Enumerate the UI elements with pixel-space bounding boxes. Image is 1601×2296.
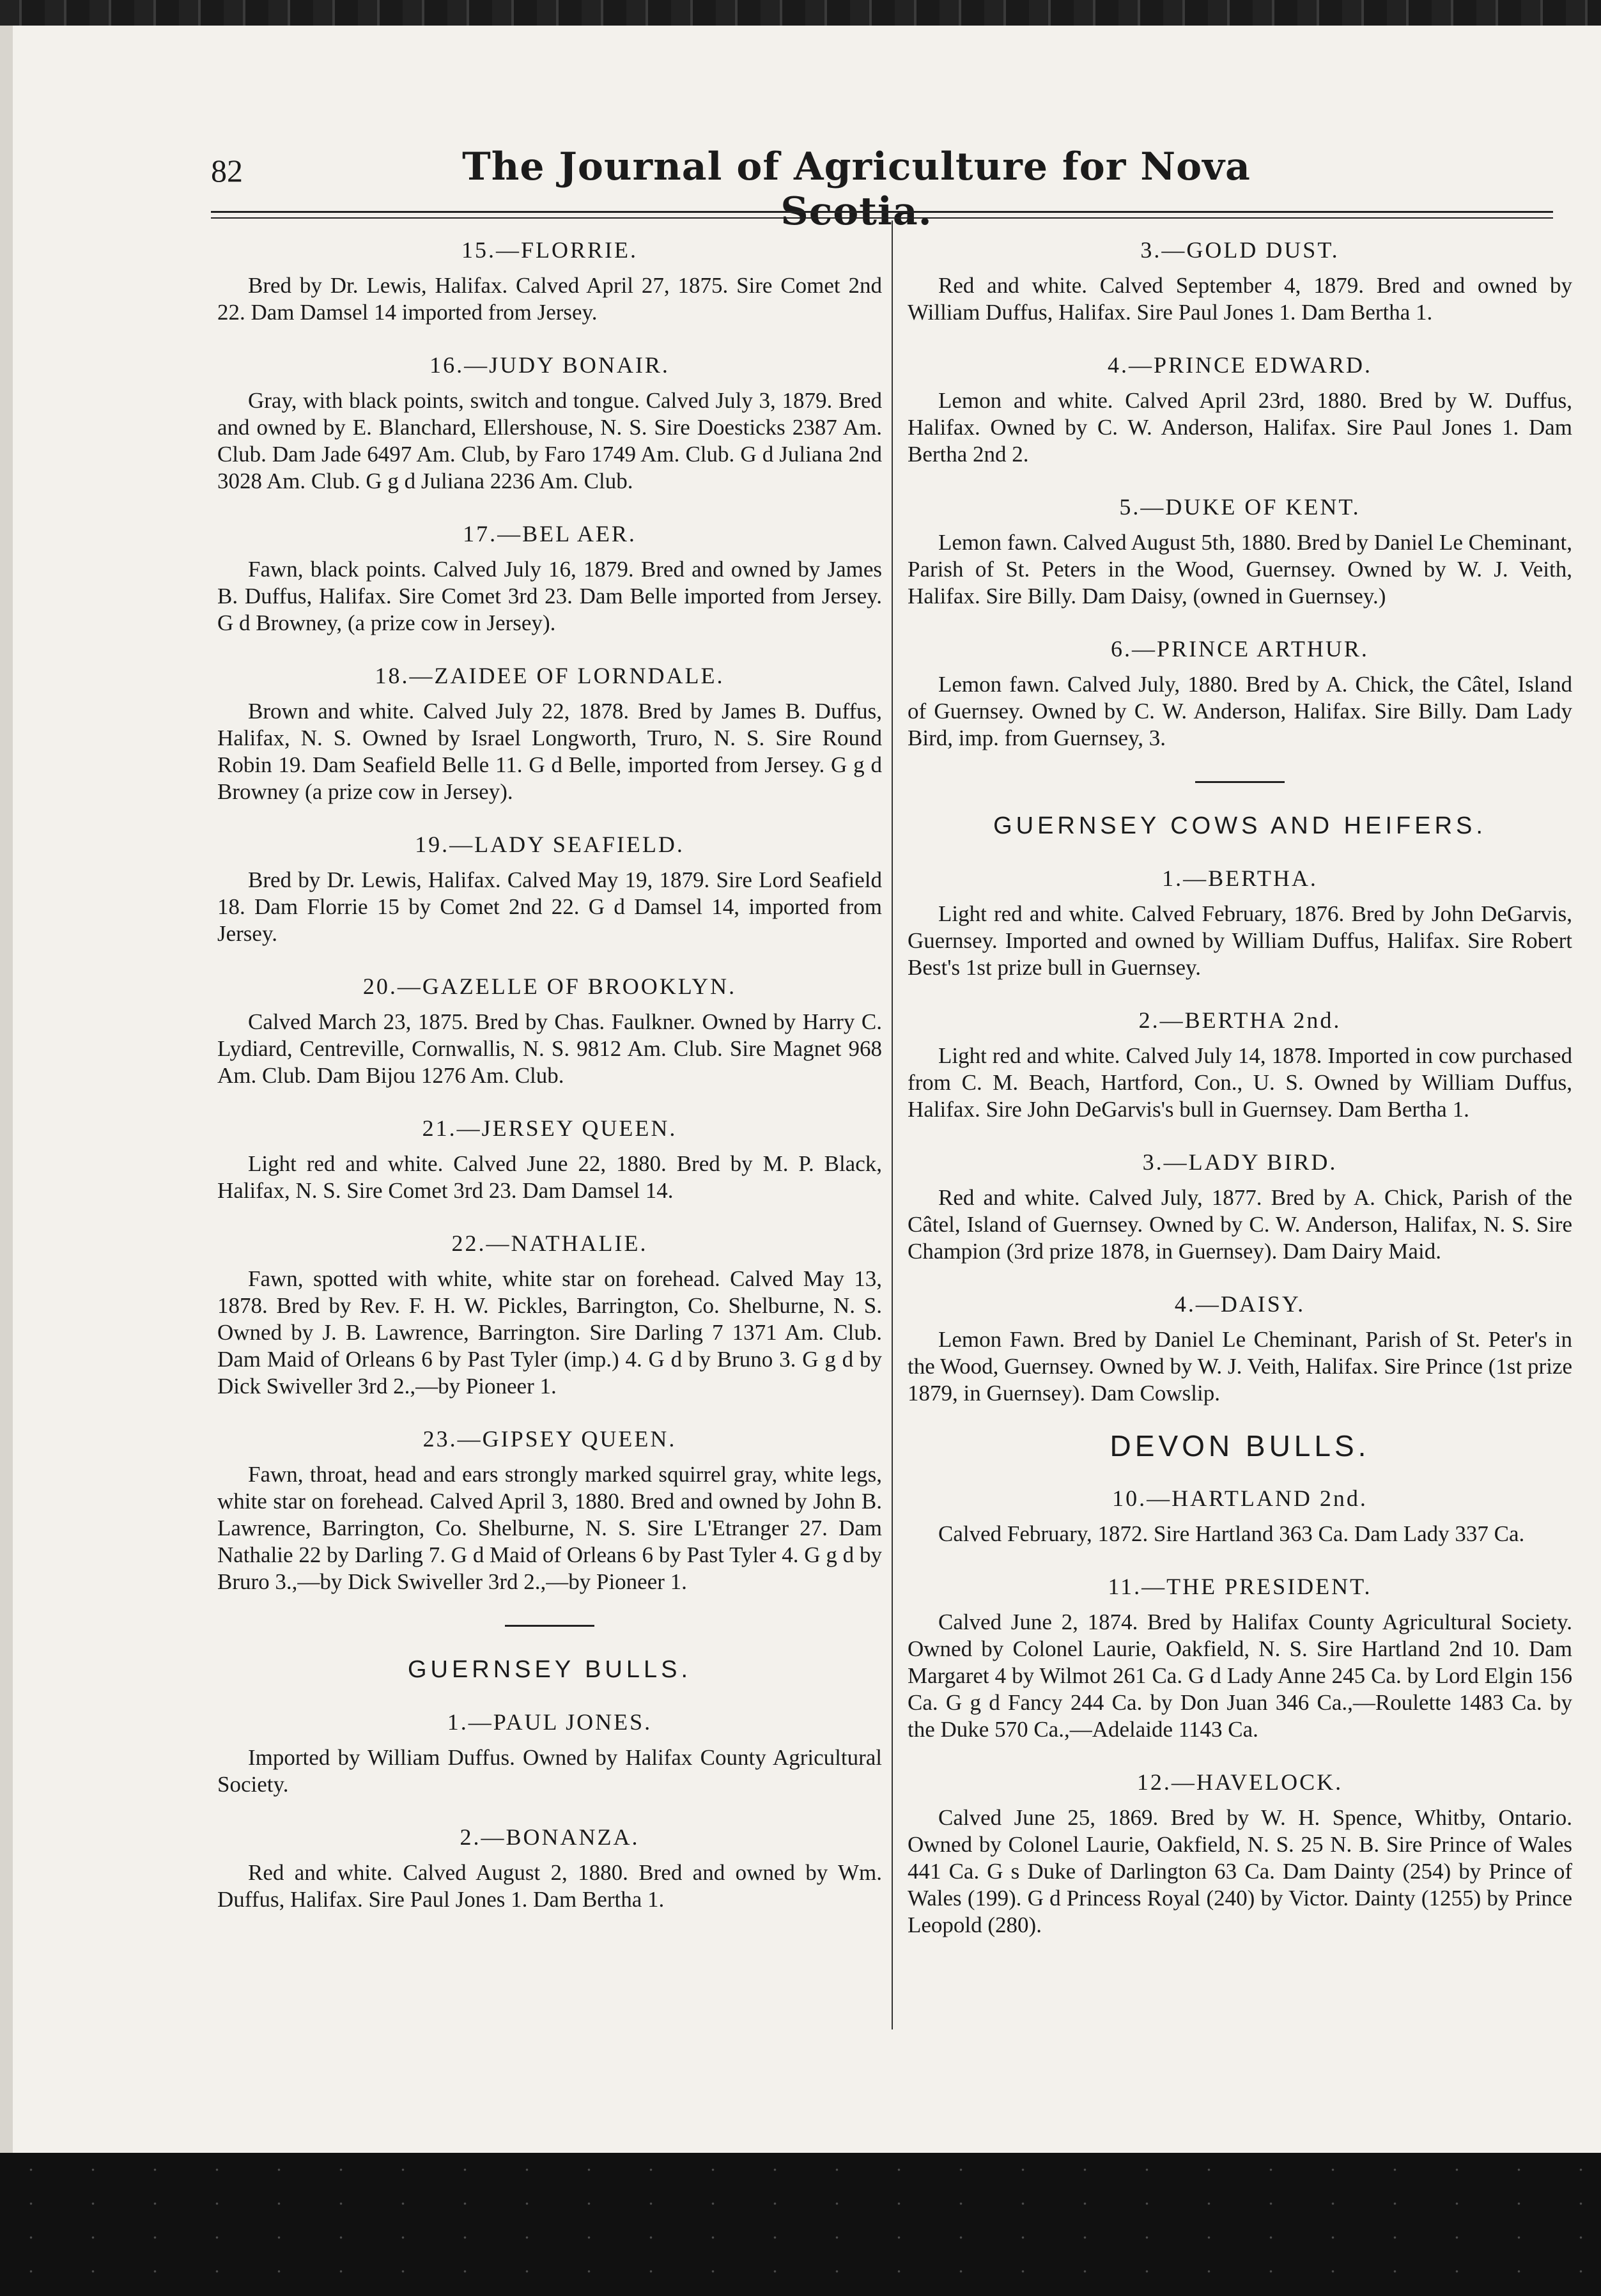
- entry-17: [217, 520, 882, 637]
- entry-text: Bred by Dr. Lewis, Halifax. Calved May 19, 1879. Sire Lord Seafield 18. Dam Florrie 15 by Comet 2nd 22. G d Damsel 14, imported from Jersey.: [217, 867, 882, 946]
- entry-title: 15.—FLORRIE.: [461, 237, 638, 263]
- entry-text: Red and white. Calved September 4, 1879. Bred and owned by William Duffus, Halifax. Sire Paul Jones 1. Dam Bertha 1.: [908, 273, 1572, 325]
- entry-text: Bred by Dr. Lewis, Halifax. Calved April 27, 1875. Sire Comet 2nd 22. Dam Damsel 14 imported from Jersey.: [217, 273, 882, 325]
- entry-text: Fawn, spotted with white, white star on forehead. Calved May 13, 1878. Bred by Rev. F. H. W. Pickles, Barrington, Co. Shelburne, N. S. Owned by J. B. Lawrence, Barrington. Sire Darling 7 1371 Am. Club. Dam Maid of Orleans 6 by Past Tyler (imp.) 4. G d by Bruno 3. G g d by Dick Swiveller 3rd 2.,—by Pioneer 1.: [217, 1266, 882, 1399]
- entry-text: Lemon Fawn. Bred by Daniel Le Cheminant, Parish of St. Peter's in the Wood, Guernsey. Owned by W. J. Veith, Halifax. Sire Prince (1st prize 1879, in Guernsey). Dam Cowslip.: [908, 1327, 1572, 1406]
- entry-paul-jones: [217, 1709, 882, 1798]
- entry-title: 2.—BERTHA 2nd.: [1138, 1007, 1342, 1033]
- entry-text: Light red and white. Calved February, 1876. Bred by John DeGarvis, Guernsey. Imported and owned by William Duffus, Halifax. Sire Robert Best's 1st prize bull in Guernsey.: [908, 901, 1572, 980]
- entry-title: 4.—DAISY.: [1174, 1291, 1306, 1317]
- entry-prince-arthur: [908, 635, 1572, 752]
- entry-title: 17.—BEL AER.: [463, 521, 637, 547]
- entry-text: Red and white. Calved August 2, 1880. Bred and owned by Wm. Duffus, Halifax. Sire Paul Jones 1. Dam Bertha 1.: [217, 1860, 882, 1912]
- entry-text: Calved June 25, 1869. Bred by W. H. Spence, Whitby, Ontario. Owned by Colonel Laurie, Oakfield, N. S. 25 N. B. Sire Prince of Wales 441 Ca. G s Duke of Darlington 63 Ca. Dam Dainty (254) by Prince of Wales (199). G d Princess Royal (240) by Victor. Dainty (1255) by Prince Leopold (280).: [908, 1805, 1572, 1937]
- running-head: The Journal of Agriculture for Nova Scotia.: [462, 144, 1251, 234]
- entry-text: Fawn, throat, head and ears strongly marked squirrel gray, white legs, white star on forehead. Calved April 3, 1880. Bred and owned by John B. Lawrence, Barrington, Co. Shelburne, N. S. Sire L'Etranger 27. Dam Nathalie 22 by Darling 7. G d Maid of Orleans 6 by Past Tyler 4. G g d by Bruro 3.,—by Dick Swiveller 3rd 2.,—by Pioneer 1.: [217, 1462, 882, 1594]
- entry-title: 3.—GOLD DUST.: [1140, 237, 1340, 263]
- scan-noise: [0, 2153, 1601, 2296]
- entry-text: Light red and white. Calved July 14, 1878. Imported in cow purchased from C. M. Beach, Hartford, Con., U. S. Owned by William Duffus, Halifax. Sire John DeGarvis's bull in Guernsey. Dam Bertha 1.: [908, 1043, 1572, 1122]
- entry-text: Lemon fawn. Calved August 5th, 1880. Bred by Daniel Le Cheminant, Parish of St. Peters in the Wood, Guernsey. Owned by W. J. Veith, Halifax. Sire Billy. Dam Daisy, (owned in Guernsey.): [908, 530, 1572, 609]
- entry-title: 1.—BERTHA.: [1162, 865, 1318, 891]
- entry-title: 16.—JUDY BONAIR.: [429, 352, 670, 378]
- entry-21: [217, 1115, 882, 1204]
- entry-text: Calved June 2, 1874. Bred by Halifax County Agricultural Society. Owned by Colonel Laurie, Oakfield, N. S. Sire Hartland 2nd 10. Dam Margaret 4 by Wilmot 261 Ca. G d Lady Anne 245 Ca. by Lord Elgin 156 Ca. G g d Fancy 244 Ca. by Don Juan 346 Ca.,—Roulette 1483 Ca. by the Duke 570 Ca.,—Adelaide 1143 Ca.: [908, 1610, 1572, 1742]
- entry-19: [217, 831, 882, 947]
- entry-title: 18.—ZAIDEE OF LORNDALE.: [375, 663, 725, 688]
- entry-title: 11.—THE PRESIDENT.: [1108, 1574, 1372, 1599]
- entry-daisy: [908, 1291, 1572, 1407]
- section-heading-guernsey-cows: GUERNSEY COWS AND HEIFERS.: [993, 812, 1487, 839]
- entry-gold-dust: [908, 237, 1572, 326]
- entry-text: Red and white. Calved July, 1877. Bred by A. Chick, Parish of the Câtel, Island of Guernsey. Owned by C. W. Anderson, Halifax, N. S. Sire Champion (3rd prize 1878, in Guernsey). Dam Dairy Maid.: [908, 1185, 1572, 1264]
- entry-title: 6.—PRINCE ARTHUR.: [1111, 636, 1369, 662]
- entry-havelock: [908, 1769, 1572, 1939]
- entry-title: 4.—PRINCE EDWARD.: [1107, 352, 1372, 378]
- entry-text: Imported by William Duffus. Owned by Halifax County Agricultural Society.: [217, 1745, 882, 1797]
- entry-title: 2.—BONANZA.: [460, 1824, 640, 1850]
- entry-lady-bird: [908, 1149, 1572, 1265]
- column-divider: [892, 221, 893, 2029]
- entry-16: [217, 352, 882, 495]
- entry-20: [217, 973, 882, 1089]
- entry-title: 21.—JERSEY QUEEN.: [422, 1115, 677, 1141]
- entry-22: [217, 1230, 882, 1400]
- header-rule: [211, 211, 1553, 213]
- entry-text: Lemon and white. Calved April 23rd, 1880. Bred by W. Duffus, Halifax. Owned by C. W. Anderson, Halifax. Sire Paul Jones 1. Dam Bertha 2nd 2.: [908, 388, 1572, 467]
- entry-text: Fawn, black points. Calved July 16, 1879. Bred and owned by James B. Duffus, Halifax. Sire Comet 3rd 23. Dam Belle imported from Jersey. G d Browney, (a prize cow in Jersey).: [217, 557, 882, 635]
- entry-title: 5.—DUKE OF KENT.: [1119, 494, 1361, 520]
- entry-title: 12.—HAVELOCK.: [1136, 1769, 1343, 1795]
- entry-15: [217, 237, 882, 326]
- entry-prince-edward: [908, 352, 1572, 468]
- entry-title: 19.—LADY SEAFIELD.: [415, 832, 684, 857]
- entry-bertha-2nd: [908, 1007, 1572, 1123]
- right-column: [908, 237, 1572, 1964]
- entry-bonanza: [217, 1824, 882, 1913]
- entry-text: Gray, with black points, switch and tongue. Calved July 3, 1879. Bred and owned by E. Blanchard, Ellershouse, N. S. Sire Doesticks 2387 Am. Club. Dam Jade 6497 Am. Club, by Faro 1749 Am. Club. G d Juliana 2nd 3028 Am. Club. G g d Juliana 2236 Am. Club.: [217, 388, 882, 493]
- entry-title: 20.—GAZELLE OF BROOKLYN.: [362, 973, 737, 999]
- page-number: 82: [211, 153, 243, 189]
- entry-title: 10.—HARTLAND 2nd.: [1112, 1485, 1368, 1511]
- entry-text: Calved February, 1872. Sire Hartland 363 Ca. Dam Lady 337 Ca.: [938, 1521, 1525, 1546]
- scan-top-border: [0, 0, 1601, 26]
- section-heading-guernsey-bulls: GUERNSEY BULLS.: [407, 1656, 692, 1683]
- entry-18: [217, 662, 882, 805]
- section-rule: [1195, 781, 1285, 783]
- entry-text: Lemon fawn. Calved July, 1880. Bred by A. Chick, the Câtel, Island of Guernsey. Owned by C. W. Anderson, Halifax. Sire Billy. Dam Lady Bird, imp. from Guernsey, 3.: [908, 672, 1572, 750]
- left-column: [217, 237, 882, 1939]
- entry-title: 1.—PAUL JONES.: [447, 1709, 653, 1735]
- entry-23: [217, 1425, 882, 1595]
- section-heading-devon-bulls: DEVON BULLS.: [1110, 1429, 1370, 1462]
- entry-bertha: [908, 865, 1572, 981]
- entry-text: Calved March 23, 1875. Bred by Chas. Faulkner. Owned by Harry C. Lydiard, Centreville, Cornwallis, N. S. 9812 Am. Club. Sire Magnet 968 Am. Club. Dam Bijou 1276 Am. Club.: [217, 1009, 882, 1088]
- section-rule: [505, 1625, 594, 1627]
- entry-text: Brown and white. Calved July 22, 1878. Bred by James B. Duffus, Halifax, N. S. Owned by Israel Longworth, Truro, N. S. Sire Round Robin 19. Dam Seafield Belle 11. G d Belle, imported from Jersey. G g d Browney (a prize cow in Jersey).: [217, 699, 882, 804]
- entry-title: 22.—NATHALIE.: [451, 1230, 648, 1256]
- entry-the-president: [908, 1573, 1572, 1743]
- entry-text: Light red and white. Calved June 22, 1880. Bred by M. P. Black, Halifax, N. S. Sire Comet 3rd 23. Dam Damsel 14.: [217, 1151, 882, 1203]
- entry-hartland-2nd: [908, 1485, 1572, 1547]
- entry-title: 23.—GIPSEY QUEEN.: [422, 1426, 677, 1452]
- header-rule-thin: [211, 217, 1553, 219]
- entry-duke-of-kent: [908, 493, 1572, 610]
- entry-title: 3.—LADY BIRD.: [1142, 1149, 1338, 1175]
- scan-margin: [0, 0, 13, 2296]
